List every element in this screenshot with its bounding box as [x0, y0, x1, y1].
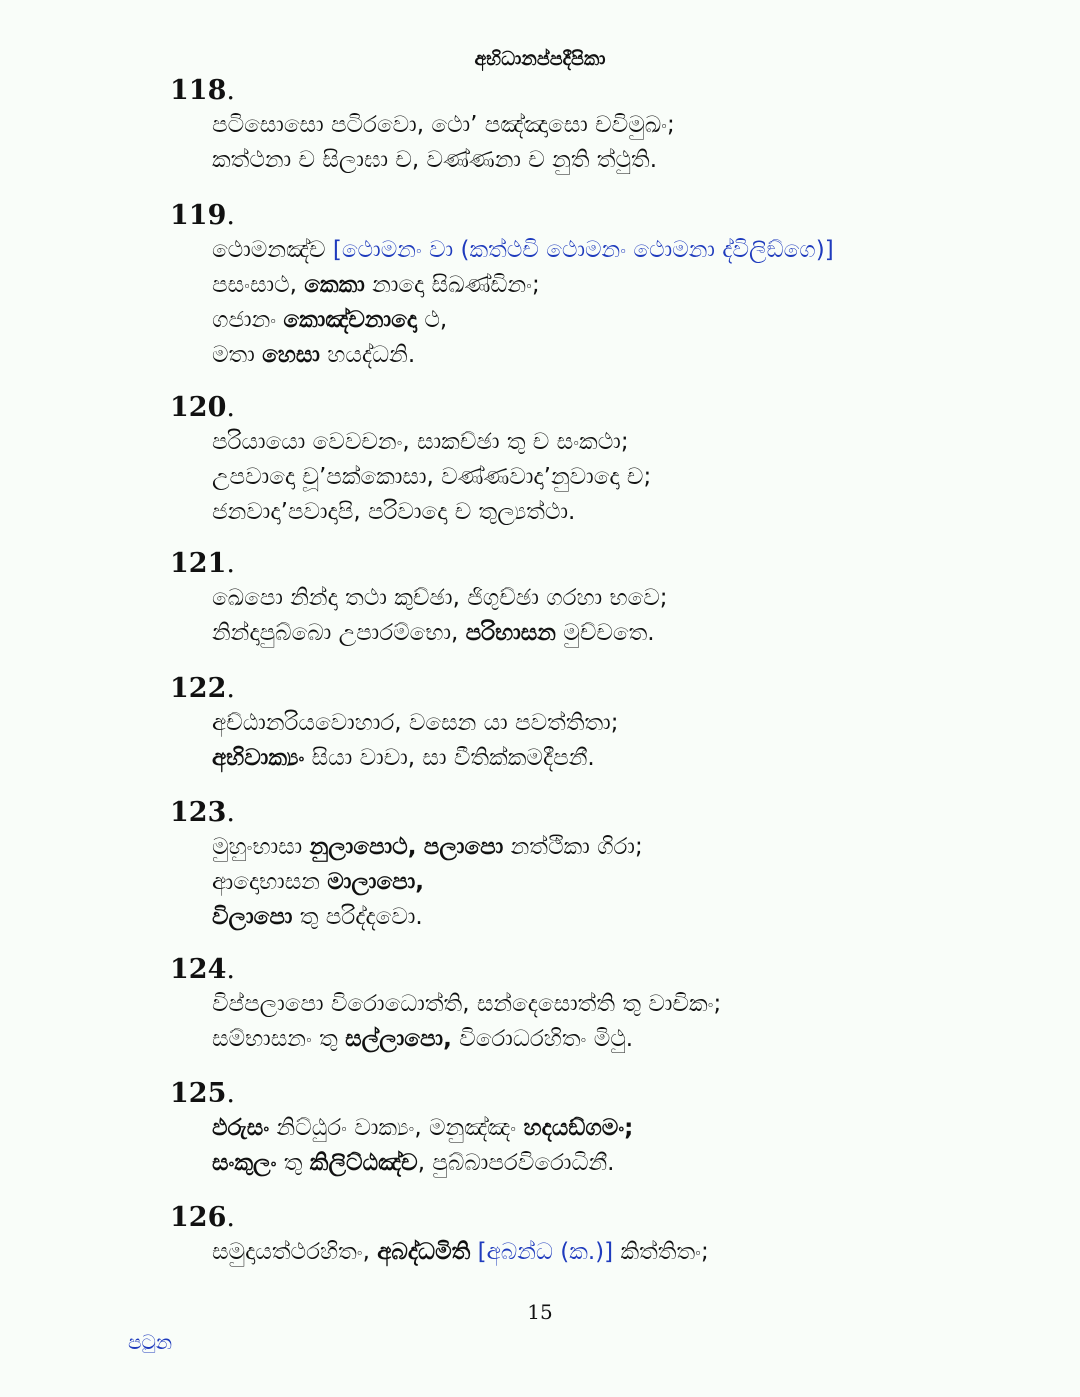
verse-number-value: 121 [170, 548, 227, 579]
verse-text: නත්ථිකා ගිරා; [503, 834, 643, 860]
verse-text: මුහුංභාසා [212, 834, 310, 860]
verse-text: හයද්ධනි. [319, 342, 416, 368]
verse-line [212, 1022, 633, 1056]
verse-number-value: 122 [170, 673, 227, 704]
verse-text: විප්පලාපො විරොධොත්ති, සන්දෙසොත්ති තු වාචිකං; [212, 991, 722, 1017]
verse-text: ඛෙපො නින්දා තථා කුච්ඡා, ජිගුච්ඡා ගරහා භවෙ; [212, 585, 668, 611]
page-number: 15 [527, 1300, 553, 1324]
verse-text: නිට්ඨුරං වාක්‍යං, මනුඤ්ඤං [269, 1115, 524, 1141]
headword: කෙකා [304, 272, 365, 298]
verse-text: නාදො සිඛණ්ඩිනං; [364, 272, 540, 298]
headword: හදයඞ්ගමං; [523, 1115, 634, 1141]
verse-line [212, 338, 415, 372]
verse-line [212, 581, 668, 615]
verse-text: පරියායො වෙවචනං, සාකච්ඡා තු ච සංකථා; [212, 429, 629, 455]
verse-text: පසංසාථ, [212, 272, 305, 298]
verse-number-value: 118 [170, 75, 227, 106]
verse-number: 122. [170, 673, 235, 704]
headword: සංකුලං [212, 1150, 277, 1176]
verse-line [212, 425, 629, 459]
verse-text: මතා [212, 342, 263, 368]
verse-text: තු පරිද්දවො. [292, 904, 423, 930]
verse-text: කත්ථනා ච සිලාඝා ච, වණ්ණනා ච නුති ත්ථුති. [212, 147, 658, 173]
verse-text [470, 1239, 477, 1265]
verse-line [212, 233, 834, 267]
headword: සල්ලාපො, [345, 1026, 452, 1052]
verse-line [212, 108, 675, 142]
variant-reading: [ථොමනං වා (කත්ථචි ථොමනං ථොමනා ද්විලිඞ්ගෙ)] [332, 237, 834, 263]
verse-number: 125. [170, 1078, 235, 1109]
verse-number: 120. [170, 392, 235, 423]
verse-line [212, 1146, 615, 1180]
verse-text: සියා වාචා, සා වීතික්කමදීපනී. [304, 745, 595, 771]
verse-line [212, 830, 643, 864]
headword: ඵරුසං [212, 1115, 270, 1141]
headword: අභිවාක්‍යං [212, 745, 305, 771]
headword: කොඤ්චනාදො [283, 307, 418, 333]
verse-number-value: 120 [170, 392, 227, 423]
verse-text: කිත්තිතං; [613, 1239, 709, 1265]
verse-line [212, 616, 655, 650]
verse-line [212, 900, 423, 934]
verse-number: 124. [170, 954, 235, 985]
headword: කිලිට්ඨඤ්ච [309, 1150, 418, 1176]
verse-number: 118. [170, 75, 235, 106]
verse-text: , පුබ්බාපරවිරොධිනී. [417, 1150, 615, 1176]
verse-number: 119. [170, 200, 235, 231]
verse-text: ආදොභාසන [212, 869, 328, 895]
verse-text: මුච්චතෙ. [556, 620, 655, 646]
verse-number: 123. [170, 797, 235, 828]
contents-link[interactable]: පටුන [128, 1330, 173, 1354]
verse-text: අච්ඨානරියවොහාර, වසෙන යා පවත්තිතා; [212, 710, 619, 736]
verse-text: උපවාදො චූ’පක්කොසා, වණ්ණවාදා’නුවාදො ච; [212, 464, 652, 490]
verse-number-value: 125 [170, 1078, 227, 1109]
headword: මාලාපො, [327, 869, 425, 895]
headword: විලාපො [212, 904, 293, 930]
verse-line [212, 460, 651, 494]
verse-text: ථ, [417, 307, 448, 333]
headword: අබද්ධමිති [377, 1239, 471, 1265]
verse-line [212, 495, 575, 529]
verse-line [212, 1111, 633, 1145]
verse-line [212, 865, 424, 899]
verse-number-value: 123 [170, 797, 227, 828]
verse-text: විරොධරහිතං මිථු. [451, 1026, 634, 1052]
verse-text: තු [276, 1150, 310, 1176]
verse-number-value: 124 [170, 954, 227, 985]
headword: හෙසා [262, 342, 320, 368]
verse-number: 126. [170, 1202, 235, 1233]
headword: පලාපො [423, 834, 504, 860]
verse-number-value: 126 [170, 1202, 227, 1233]
verse-number-value: 119 [170, 200, 227, 231]
verse-line [212, 741, 595, 775]
verse-line [212, 706, 619, 740]
verse-line [212, 303, 447, 337]
verse-line [212, 987, 721, 1021]
verse-text: ථොමනඤ්ච [212, 237, 333, 263]
verse-text: ජනවාදා’පවාදාපි, පරිවාදො ච තුල්‍යත්ථා. [212, 499, 576, 525]
verse-text: සම්භාසනං තු [212, 1026, 346, 1052]
verse-text: පටිසොසො පටිරවො, ථො’ පඤ්ඤාසො චවිමුඛං; [212, 112, 675, 138]
variant-reading: [අබන්ධ (ක.)] [477, 1239, 614, 1265]
headword: නුලාපොථ, [309, 834, 417, 860]
verse-text [416, 834, 423, 860]
page-title: අභිධානප්පදීපිකා [474, 48, 606, 70]
verse-text: සමුදායත්ථරහිතං, [212, 1239, 378, 1265]
verse-line [212, 1235, 709, 1269]
verse-number: 121. [170, 548, 235, 579]
verse-line [212, 268, 540, 302]
verse-text: නින්දාපුබ්බො උපාරම්භො, [212, 620, 466, 646]
verse-line [212, 143, 657, 177]
headword: පරිභාසන [465, 620, 556, 646]
verse-text: ගජානං [212, 307, 284, 333]
